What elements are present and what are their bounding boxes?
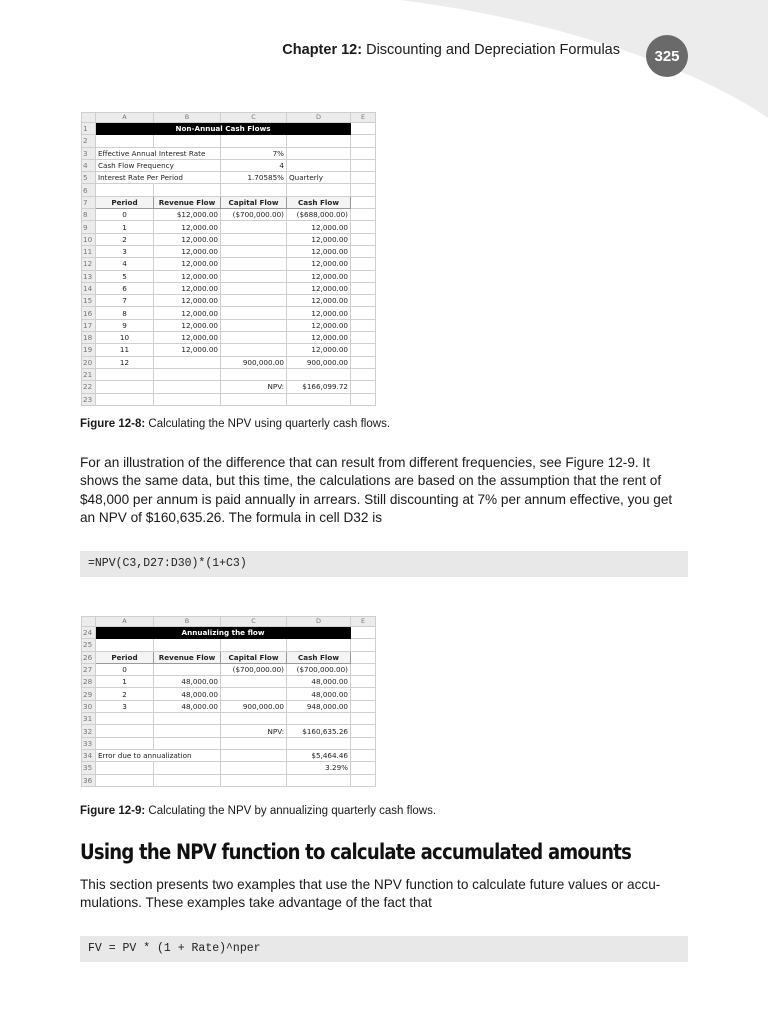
empty-cell bbox=[221, 184, 287, 196]
empty-cell bbox=[351, 258, 376, 270]
revenue-cell: $12,000.00 bbox=[154, 209, 221, 221]
column-letter: C bbox=[221, 113, 287, 123]
empty-cell bbox=[351, 393, 376, 405]
param-label: Interest Rate Per Period bbox=[96, 172, 221, 184]
npv-label: NPV: bbox=[221, 725, 287, 737]
column-letter: B bbox=[154, 113, 221, 123]
empty-cell bbox=[287, 393, 351, 405]
column-letter: E bbox=[351, 617, 376, 627]
table-header-cell: Capital Flow bbox=[221, 651, 287, 663]
empty-cell bbox=[154, 135, 221, 147]
sheet-row bbox=[82, 713, 376, 725]
empty-cell bbox=[351, 307, 376, 319]
sheet-row bbox=[82, 368, 376, 380]
empty-cell bbox=[154, 774, 221, 786]
empty-cell bbox=[351, 725, 376, 737]
empty-cell bbox=[221, 393, 287, 405]
row-number: 22 bbox=[82, 381, 96, 393]
table-header-cell: Cash Flow bbox=[287, 651, 351, 663]
figure-caption-text: Calculating the NPV using quarterly cash flows. bbox=[148, 418, 391, 430]
sheet-title: Annualizing the flow bbox=[96, 627, 351, 639]
chapter-title: Discounting and Depreciation Formulas bbox=[366, 42, 620, 58]
cashflow-cell: 900,000.00 bbox=[287, 356, 351, 368]
row-number: 4 bbox=[82, 159, 96, 171]
revenue-cell: 12,000.00 bbox=[154, 344, 221, 356]
param-value: 1.70585% bbox=[221, 172, 287, 184]
capital-cell bbox=[221, 233, 287, 245]
row-number: 33 bbox=[82, 737, 96, 749]
cashflow-cell: 12,000.00 bbox=[287, 344, 351, 356]
revenue-cell: 12,000.00 bbox=[154, 295, 221, 307]
column-letter: A bbox=[96, 113, 154, 123]
period-cell: 3 bbox=[96, 700, 154, 712]
column-header-row bbox=[82, 617, 376, 627]
row-number: 34 bbox=[82, 749, 96, 761]
capital-cell: ($700,000.00) bbox=[221, 209, 287, 221]
empty-cell bbox=[96, 184, 154, 196]
empty-cell bbox=[351, 627, 376, 639]
empty-cell bbox=[351, 368, 376, 380]
empty-cell bbox=[351, 651, 376, 663]
period-cell: 1 bbox=[96, 676, 154, 688]
empty-cell bbox=[351, 184, 376, 196]
period-cell: 9 bbox=[96, 319, 154, 331]
empty-cell bbox=[154, 639, 221, 651]
row-number: 23 bbox=[82, 393, 96, 405]
revenue-cell: 12,000.00 bbox=[154, 307, 221, 319]
empty-cell bbox=[351, 270, 376, 282]
row-number: 26 bbox=[82, 651, 96, 663]
column-letter: C bbox=[221, 617, 287, 627]
revenue-cell bbox=[154, 663, 221, 675]
param-note bbox=[287, 159, 351, 171]
sheet-row bbox=[82, 737, 376, 749]
column-letter: D bbox=[287, 113, 351, 123]
capital-cell bbox=[221, 221, 287, 233]
empty-cell bbox=[351, 676, 376, 688]
capital-cell bbox=[221, 282, 287, 294]
cashflow-cell: 12,000.00 bbox=[287, 307, 351, 319]
empty-cell bbox=[351, 147, 376, 159]
revenue-cell: 12,000.00 bbox=[154, 270, 221, 282]
sheet-row bbox=[82, 627, 376, 639]
revenue-cell: 12,000.00 bbox=[154, 332, 221, 344]
cashflow-cell: 12,000.00 bbox=[287, 282, 351, 294]
empty-cell bbox=[154, 184, 221, 196]
row-number: 10 bbox=[82, 233, 96, 245]
row-number: 9 bbox=[82, 221, 96, 233]
sheet-row bbox=[82, 651, 376, 663]
capital-cell bbox=[221, 688, 287, 700]
sheet-row bbox=[82, 381, 376, 393]
figure-label: Figure 12-9: bbox=[80, 805, 146, 817]
capital-cell bbox=[221, 270, 287, 282]
code-block: =NPV(C3,D27:D30)*(1+C3) bbox=[80, 551, 688, 577]
empty-cell bbox=[287, 774, 351, 786]
row-number: 18 bbox=[82, 332, 96, 344]
row-number: 36 bbox=[82, 774, 96, 786]
empty-cell bbox=[351, 332, 376, 344]
revenue-cell: 12,000.00 bbox=[154, 258, 221, 270]
empty-cell bbox=[96, 393, 154, 405]
empty-cell bbox=[351, 233, 376, 245]
capital-cell bbox=[221, 295, 287, 307]
figure-12-9-spreadsheet bbox=[81, 616, 376, 787]
revenue-cell: 12,000.00 bbox=[154, 233, 221, 245]
sheet-row bbox=[82, 663, 376, 675]
running-header bbox=[282, 42, 620, 58]
capital-cell: 900,000.00 bbox=[221, 700, 287, 712]
row-number: 8 bbox=[82, 209, 96, 221]
row-number: 7 bbox=[82, 196, 96, 208]
empty-cell bbox=[351, 319, 376, 331]
cashflow-cell: 12,000.00 bbox=[287, 221, 351, 233]
row-number: 12 bbox=[82, 258, 96, 270]
row-number: 11 bbox=[82, 245, 96, 257]
table-header-cell: Capital Flow bbox=[221, 196, 287, 208]
revenue-cell: 48,000.00 bbox=[154, 700, 221, 712]
period-cell: 12 bbox=[96, 356, 154, 368]
sheet-row bbox=[82, 749, 376, 761]
empty-cell bbox=[351, 688, 376, 700]
empty-cell bbox=[154, 713, 221, 725]
section-heading: Using the NPV function to calculate accumulated amounts bbox=[80, 840, 632, 864]
empty-cell bbox=[287, 713, 351, 725]
empty-cell bbox=[351, 172, 376, 184]
column-letter: B bbox=[154, 617, 221, 627]
empty-cell bbox=[221, 135, 287, 147]
sheet-row bbox=[82, 147, 376, 159]
code-block: FV = PV * (1 + Rate)^nper bbox=[80, 936, 688, 962]
empty-cell bbox=[96, 774, 154, 786]
sheet-row bbox=[82, 270, 376, 282]
empty-cell bbox=[154, 368, 221, 380]
empty-cell bbox=[287, 135, 351, 147]
row-number: 20 bbox=[82, 356, 96, 368]
figure-12-8-caption bbox=[80, 418, 390, 430]
empty-cell bbox=[96, 737, 154, 749]
sheet-row bbox=[82, 762, 376, 774]
cashflow-cell: 948,000.00 bbox=[287, 700, 351, 712]
period-cell: 11 bbox=[96, 344, 154, 356]
row-number: 21 bbox=[82, 368, 96, 380]
empty-cell bbox=[351, 737, 376, 749]
sheet-row bbox=[82, 774, 376, 786]
revenue-cell: 12,000.00 bbox=[154, 221, 221, 233]
empty-cell bbox=[351, 700, 376, 712]
empty-cell bbox=[154, 737, 221, 749]
empty-cell bbox=[221, 368, 287, 380]
body-paragraph: This section presents two examples that use the NPV function to calculate future values or accu-mulations. These examples take advantage of the fact that bbox=[80, 877, 661, 911]
npv-value: $166,099.72 bbox=[287, 381, 351, 393]
empty-cell bbox=[351, 713, 376, 725]
sheet-row bbox=[82, 135, 376, 147]
select-all-corner bbox=[82, 617, 96, 627]
period-cell: 0 bbox=[96, 663, 154, 675]
sheet-row bbox=[82, 639, 376, 651]
empty-cell bbox=[96, 713, 154, 725]
error-label: Error due to annualization bbox=[96, 749, 221, 761]
chapter-label: Chapter 12: bbox=[282, 42, 363, 58]
capital-cell bbox=[221, 676, 287, 688]
cashflow-cell: 12,000.00 bbox=[287, 233, 351, 245]
row-number: 17 bbox=[82, 319, 96, 331]
table-header-cell: Period bbox=[96, 196, 154, 208]
period-cell: 7 bbox=[96, 295, 154, 307]
empty-cell bbox=[351, 209, 376, 221]
row-number: 28 bbox=[82, 676, 96, 688]
capital-cell bbox=[221, 245, 287, 257]
empty-cell bbox=[287, 639, 351, 651]
param-label: Effective Annual Interest Rate bbox=[96, 147, 221, 159]
figure-12-8-spreadsheet bbox=[81, 112, 376, 406]
cashflow-cell: 12,000.00 bbox=[287, 295, 351, 307]
sheet-row bbox=[82, 159, 376, 171]
empty-cell bbox=[154, 393, 221, 405]
empty-cell bbox=[351, 123, 376, 135]
cashflow-cell: 12,000.00 bbox=[287, 332, 351, 344]
revenue-cell: 12,000.00 bbox=[154, 245, 221, 257]
period-cell: 10 bbox=[96, 332, 154, 344]
empty-cell bbox=[351, 774, 376, 786]
row-number: 35 bbox=[82, 762, 96, 774]
capital-cell bbox=[221, 319, 287, 331]
capital-cell bbox=[221, 332, 287, 344]
empty-cell bbox=[351, 295, 376, 307]
table-header-cell: Revenue Flow bbox=[154, 196, 221, 208]
figure-caption-text: Calculating the NPV by annualizing quarterly cash flows. bbox=[148, 805, 437, 817]
empty-cell bbox=[351, 196, 376, 208]
empty-cell bbox=[287, 368, 351, 380]
empty-cell bbox=[154, 381, 221, 393]
revenue-cell: 12,000.00 bbox=[154, 319, 221, 331]
period-cell: 2 bbox=[96, 233, 154, 245]
param-label: Cash Flow Frequency bbox=[96, 159, 221, 171]
empty-cell bbox=[351, 762, 376, 774]
sheet-row bbox=[82, 295, 376, 307]
sheet-row bbox=[82, 184, 376, 196]
row-number: 32 bbox=[82, 725, 96, 737]
row-number: 31 bbox=[82, 713, 96, 725]
capital-cell bbox=[221, 307, 287, 319]
column-letter: A bbox=[96, 617, 154, 627]
empty-cell bbox=[287, 737, 351, 749]
empty-cell bbox=[96, 639, 154, 651]
cashflow-cell: 12,000.00 bbox=[287, 245, 351, 257]
period-cell: 4 bbox=[96, 258, 154, 270]
empty-cell bbox=[351, 381, 376, 393]
capital-cell bbox=[221, 344, 287, 356]
empty-cell bbox=[287, 184, 351, 196]
sheet-row bbox=[82, 123, 376, 135]
row-number: 1 bbox=[82, 123, 96, 135]
empty-cell bbox=[221, 762, 287, 774]
row-number: 27 bbox=[82, 663, 96, 675]
sheet-row bbox=[82, 676, 376, 688]
empty-cell bbox=[96, 381, 154, 393]
sheet-row bbox=[82, 258, 376, 270]
row-number: 30 bbox=[82, 700, 96, 712]
empty-cell bbox=[351, 282, 376, 294]
sheet-row bbox=[82, 356, 376, 368]
empty-cell bbox=[351, 344, 376, 356]
sheet-row bbox=[82, 209, 376, 221]
column-letter: D bbox=[287, 617, 351, 627]
empty-cell bbox=[351, 135, 376, 147]
row-number: 25 bbox=[82, 639, 96, 651]
empty-cell bbox=[154, 725, 221, 737]
row-number: 19 bbox=[82, 344, 96, 356]
revenue-cell: 48,000.00 bbox=[154, 676, 221, 688]
empty-cell bbox=[351, 245, 376, 257]
column-letter: E bbox=[351, 113, 376, 123]
empty-cell bbox=[96, 135, 154, 147]
empty-cell bbox=[96, 368, 154, 380]
sheet-row bbox=[82, 172, 376, 184]
sheet-row bbox=[82, 332, 376, 344]
row-number: 13 bbox=[82, 270, 96, 282]
param-value: 7% bbox=[221, 147, 287, 159]
sheet-title: Non-Annual Cash Flows bbox=[96, 123, 351, 135]
page-number-badge: 325 bbox=[646, 35, 688, 77]
sheet-row bbox=[82, 307, 376, 319]
sheet-row bbox=[82, 393, 376, 405]
empty-cell bbox=[351, 356, 376, 368]
capital-cell: 900,000.00 bbox=[221, 356, 287, 368]
body-paragraph: For an illustration of the difference that can result from different frequencies, see Figure 12-9. It shows the same data, but this time, the calculations are based on the assumption that the rent of $48,000 per annum is paid annually in arrears. Still discounting at 7% per annum effective, you get an NPV of $160,635.26. The formula in cell D32 is bbox=[80, 455, 673, 525]
row-number: 16 bbox=[82, 307, 96, 319]
npv-value: $160,635.26 bbox=[287, 725, 351, 737]
table-header-cell: Period bbox=[96, 651, 154, 663]
column-header-row bbox=[82, 113, 376, 123]
row-number: 2 bbox=[82, 135, 96, 147]
period-cell: 6 bbox=[96, 282, 154, 294]
empty-cell bbox=[351, 749, 376, 761]
period-cell: 2 bbox=[96, 688, 154, 700]
error-value: $5,464.46 bbox=[287, 749, 351, 761]
cashflow-cell: ($688,000.00) bbox=[287, 209, 351, 221]
cashflow-cell: 12,000.00 bbox=[287, 270, 351, 282]
revenue-cell bbox=[154, 356, 221, 368]
revenue-cell: 12,000.00 bbox=[154, 282, 221, 294]
sheet-row bbox=[82, 233, 376, 245]
sheet-row bbox=[82, 700, 376, 712]
sheet-row bbox=[82, 725, 376, 737]
npv-label: NPV: bbox=[221, 381, 287, 393]
row-number: 14 bbox=[82, 282, 96, 294]
figure-label: Figure 12-8: bbox=[80, 418, 146, 430]
sheet-row bbox=[82, 282, 376, 294]
table-header-cell: Cash Flow bbox=[287, 196, 351, 208]
sheet-row bbox=[82, 196, 376, 208]
sheet-row bbox=[82, 245, 376, 257]
row-number: 5 bbox=[82, 172, 96, 184]
empty-cell bbox=[221, 749, 287, 761]
error-percent: 3.29% bbox=[287, 762, 351, 774]
empty-cell bbox=[221, 774, 287, 786]
row-number: 15 bbox=[82, 295, 96, 307]
period-cell: 0 bbox=[96, 209, 154, 221]
period-cell: 3 bbox=[96, 245, 154, 257]
table-header-cell: Revenue Flow bbox=[154, 651, 221, 663]
empty-cell bbox=[351, 159, 376, 171]
period-cell: 8 bbox=[96, 307, 154, 319]
empty-cell bbox=[351, 663, 376, 675]
period-cell: 5 bbox=[96, 270, 154, 282]
empty-cell bbox=[221, 737, 287, 749]
row-number: 29 bbox=[82, 688, 96, 700]
empty-cell bbox=[351, 639, 376, 651]
row-number: 6 bbox=[82, 184, 96, 196]
capital-cell bbox=[221, 258, 287, 270]
empty-cell bbox=[96, 725, 154, 737]
param-note bbox=[287, 147, 351, 159]
empty-cell bbox=[221, 639, 287, 651]
sheet-row bbox=[82, 221, 376, 233]
sheet-row bbox=[82, 688, 376, 700]
revenue-cell: 48,000.00 bbox=[154, 688, 221, 700]
row-number: 24 bbox=[82, 627, 96, 639]
param-note: Quarterly bbox=[287, 172, 351, 184]
period-cell: 1 bbox=[96, 221, 154, 233]
empty-cell bbox=[96, 762, 154, 774]
capital-cell: ($700,000.00) bbox=[221, 663, 287, 675]
row-number: 3 bbox=[82, 147, 96, 159]
sheet-row bbox=[82, 344, 376, 356]
cashflow-cell: 12,000.00 bbox=[287, 258, 351, 270]
empty-cell bbox=[351, 221, 376, 233]
figure-12-9-caption bbox=[80, 805, 436, 817]
empty-cell bbox=[221, 713, 287, 725]
cashflow-cell: 48,000.00 bbox=[287, 688, 351, 700]
cashflow-cell: 12,000.00 bbox=[287, 319, 351, 331]
cashflow-cell: ($700,000.00) bbox=[287, 663, 351, 675]
sheet-row bbox=[82, 319, 376, 331]
select-all-corner bbox=[82, 113, 96, 123]
empty-cell bbox=[154, 762, 221, 774]
cashflow-cell: 48,000.00 bbox=[287, 676, 351, 688]
param-value: 4 bbox=[221, 159, 287, 171]
